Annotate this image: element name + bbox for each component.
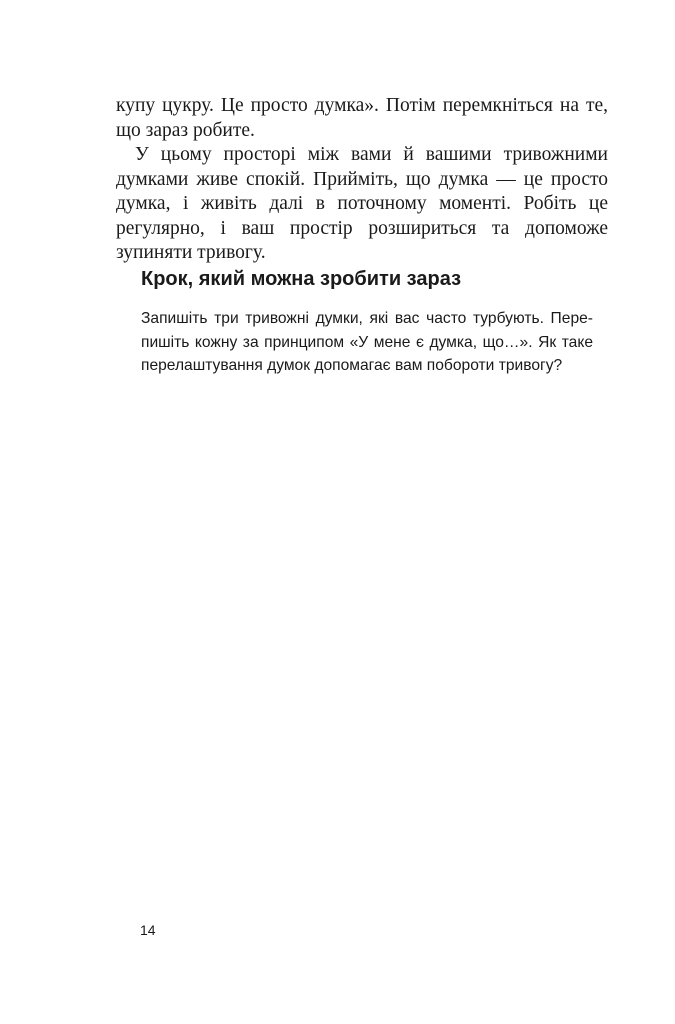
exercise-text: Запишіть три тривожні думки, які вас часто турбують. Перепишіть кожну за принципом «У мене є думка, що…». Як таке перелаштування думок допомагає вам побороти тривогу? bbox=[141, 310, 593, 374]
page-number: 14 bbox=[140, 922, 156, 938]
paragraph: купу цукру. Це просто думка». Потім перемкніться на те, що зараз робите. bbox=[116, 95, 608, 141]
paragraph: У цьому просторі між вами й вашими тривожними думками живе спокій. Прийміть, що думка — це просто думка, і живіть далі в поточному моменті. Робіть це регулярно, і ваш простір розшириться та допоможе зупиняти тривогу. bbox=[116, 144, 608, 263]
section-heading: Крок, який можна зробити зараз bbox=[141, 268, 462, 290]
body-text bbox=[116, 94, 608, 266]
